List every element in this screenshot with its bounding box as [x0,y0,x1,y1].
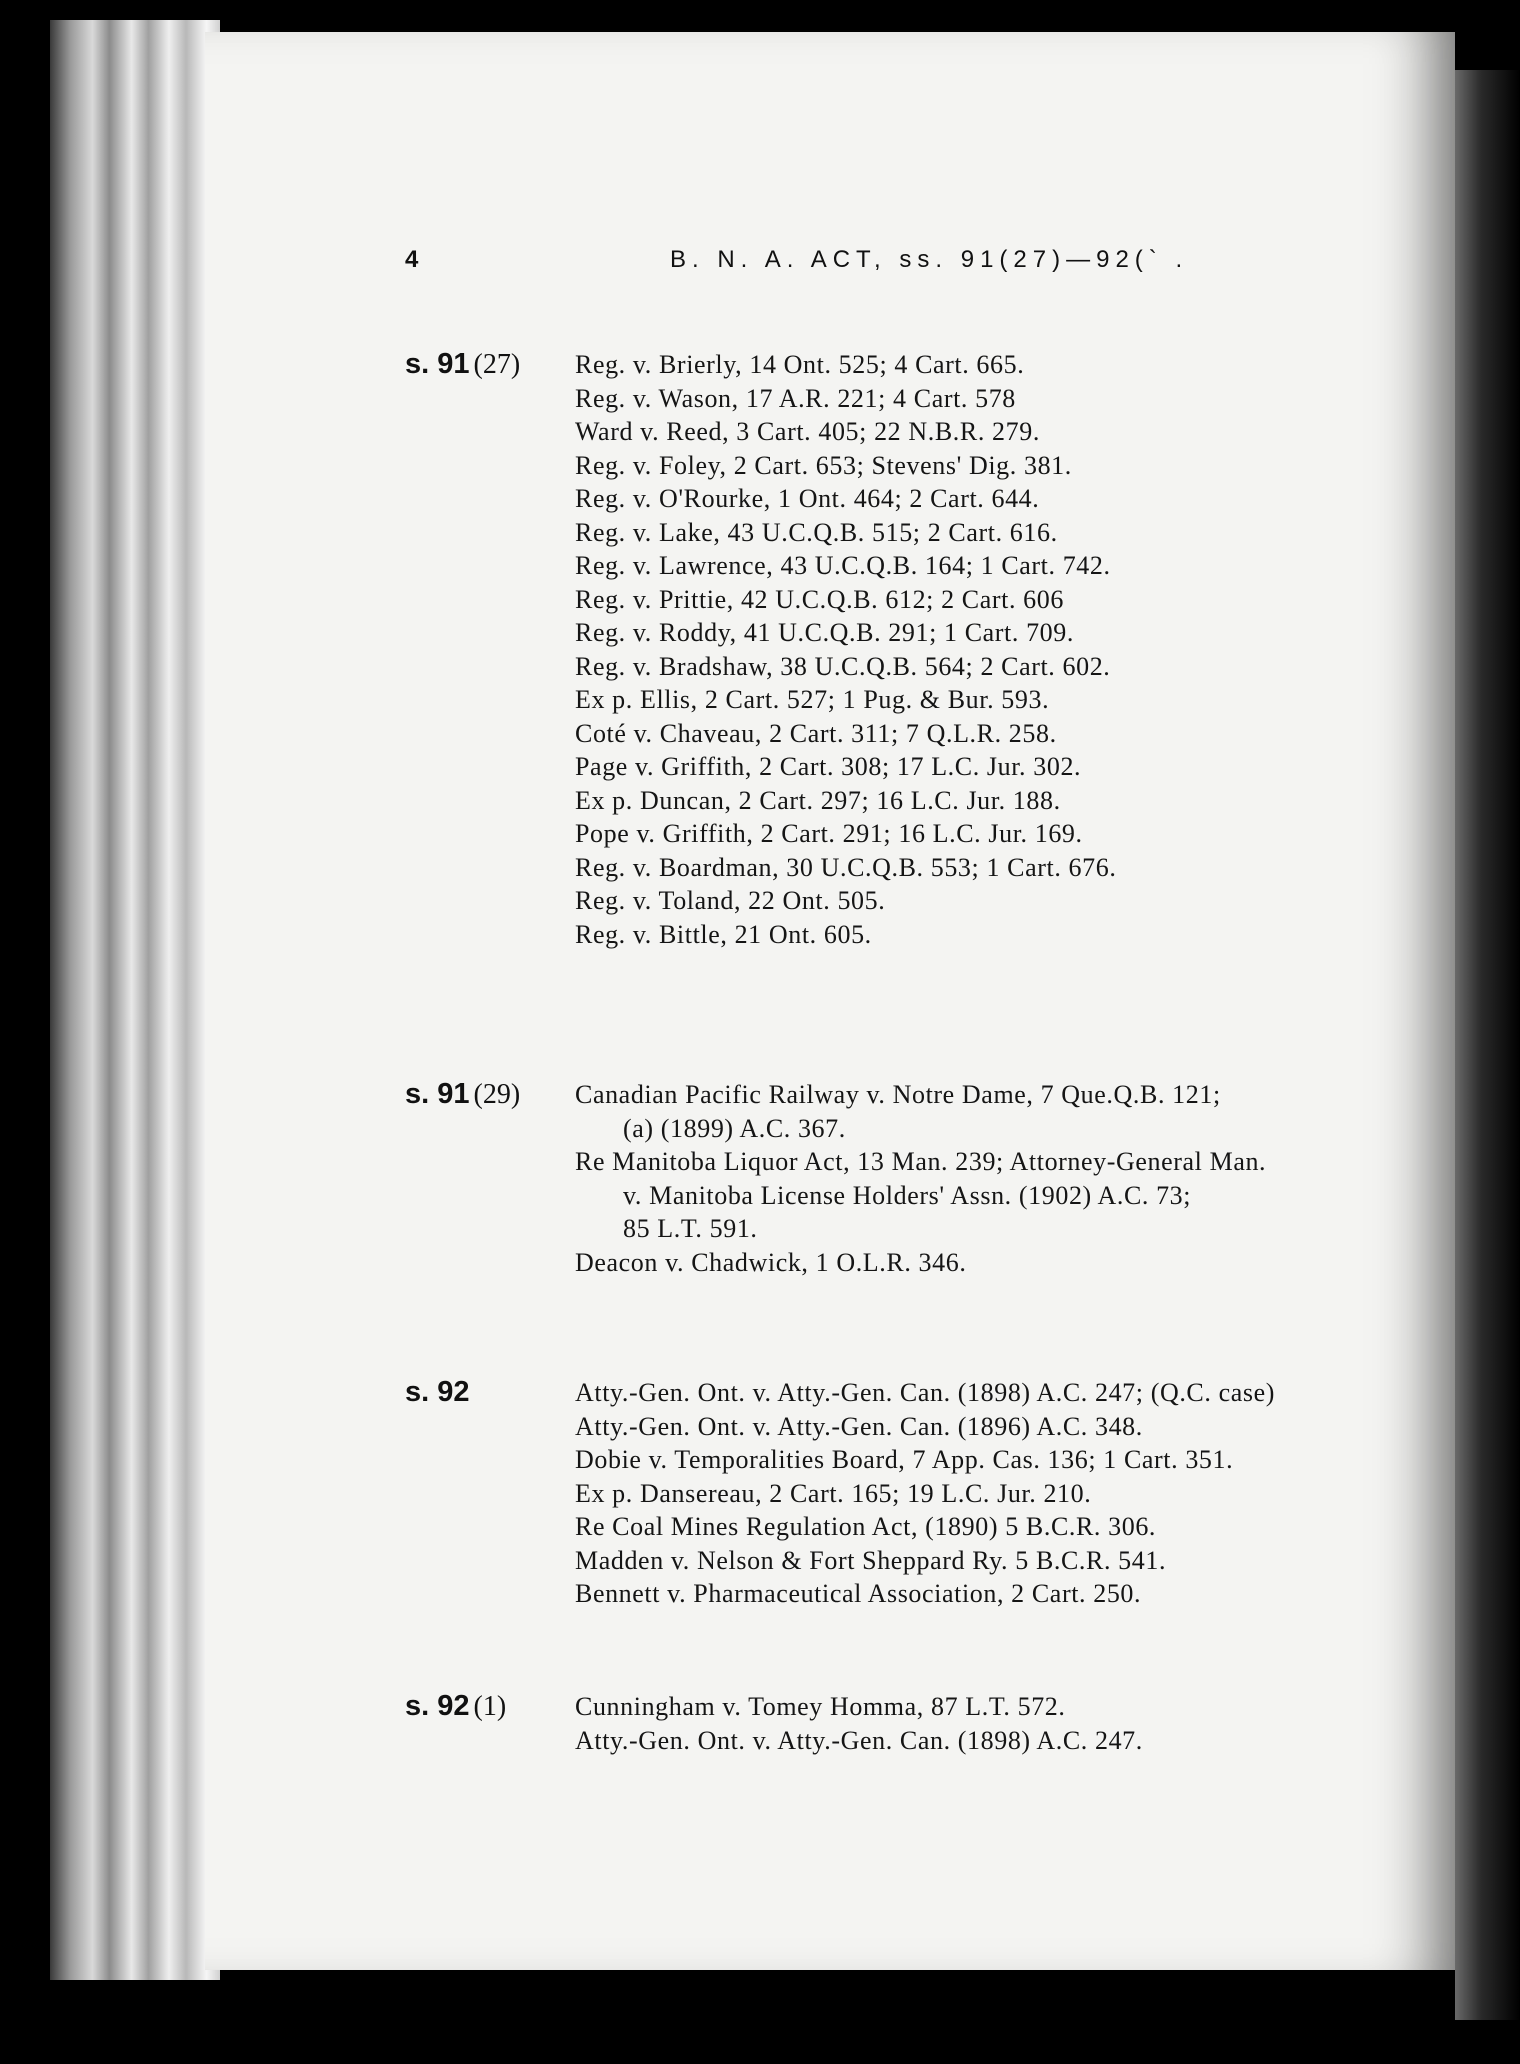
citation-entry: Reg. v. Wason, 17 A.R. 221; 4 Cart. 578 [575,383,1016,413]
citation-continuation: v. Manitoba License Holders' Assn. (1902) A.C. 73; [623,1180,1192,1210]
citation-entry: Madden v. Nelson & Fort Sheppard Ry. 5 B.C.R. 541. [575,1545,1167,1575]
citation-entry: Reg. v. Brierly, 14 Ont. 525; 4 Cart. 665. [575,350,1025,379]
citation-entry: Cunningham v. Tomey Homma, 87 L.T. 572. [575,1692,1066,1721]
section-label [405,1690,506,1723]
citation-entry: Reg. v. Foley, 2 Cart. 653; Stevens' Dig. 381. [575,450,1072,480]
citation-entry: Reg. v. Bittle, 21 Ont. 605. [575,919,872,949]
citation-entry: Ward v. Reed, 3 Cart. 405; 22 N.B.R. 279. [575,417,1040,446]
citation-continuation: (a) (1899) A.C. 367. [623,1113,846,1143]
citation-entry: Reg. v. Boardman, 30 U.C.Q.B. 553; 1 Cart. 676. [575,852,1117,882]
citation-entry: Reg. v. Lake, 43 U.C.Q.B. 515; 2 Cart. 616. [575,517,1058,547]
gutter-shadow [1455,70,1520,2020]
section-label [405,348,520,381]
citation-entry: Atty.-Gen. Ont. v. Atty.-Gen. Can. (1898) A.C. 247; (Q.C. case) [575,1378,1275,1407]
citation-continuation: 85 L.T. 591. [623,1214,758,1243]
citation-entry: Reg. v. Prittie, 42 U.C.Q.B. 612; 2 Cart. 606 [575,584,1064,614]
citation-entry: Re Coal Mines Regulation Act, (1890) 5 B.C.R. 306. [575,1512,1157,1541]
citation-entry: Reg. v. Lawrence, 43 U.C.Q.B. 164; 1 Cart. 742. [575,551,1111,580]
section-subclause: (29) [473,1079,521,1110]
citation-entry: Atty.-Gen. Ont. v. Atty.-Gen. Can. (1896) A.C. 348. [575,1411,1143,1441]
citation-list [575,1690,1405,1757]
page-stack-edge [50,20,220,1980]
citation-entry: Reg. v. Roddy, 41 U.C.Q.B. 291; 1 Cart. 709. [575,618,1074,647]
page-number: 4 [405,246,419,273]
running-head: B. N. A. ACT, ss. 91(27)—92(` . [670,246,1189,273]
citation-entry: Reg. v. Toland, 22 Ont. 505. [575,886,886,915]
citation-entry: Deacon v. Chadwick, 1 O.L.R. 346. [575,1247,967,1277]
citation-entry: Atty.-Gen. Ont. v. Atty.-Gen. Can. (1898) A.C. 247. [575,1725,1143,1755]
citation-entry: Dobie v. Temporalities Board, 7 App. Cas. 136; 1 Cart. 351. [575,1445,1234,1474]
section-number: s. 91 [405,348,470,380]
section-number: s. 92 [405,1690,470,1722]
section-subclause: (1) [473,1691,507,1722]
section-subclause: (27) [473,349,521,380]
citation-entry: Canadian Pacific Railway v. Notre Dame, 7 Que.Q.B. 121; [575,1080,1221,1109]
citation-list [575,348,1405,951]
citation-entry: Bennett v. Pharmaceutical Association, 2 Cart. 250. [575,1579,1142,1608]
section-label [405,1376,474,1409]
citation-entry: Coté v. Chaveau, 2 Cart. 311; 7 Q.L.R. 258. [575,718,1057,748]
citation-entry: Ex p. Ellis, 2 Cart. 527; 1 Pug. & Bur. 593. [575,685,1050,714]
section-number: s. 92 [405,1376,470,1408]
citation-entry: Reg. v. O'Rourke, 1 Ont. 464; 2 Cart. 644. [575,484,1040,513]
citation-entry: Ex p. Duncan, 2 Cart. 297; 16 L.C. Jur. 188. [575,785,1061,815]
citation-list [575,1078,1405,1279]
citation-entry: Ex p. Dansereau, 2 Cart. 165; 19 L.C. Jur. 210. [575,1478,1092,1508]
section-number: s. 91 [405,1078,470,1110]
citation-entry: Reg. v. Bradshaw, 38 U.C.Q.B. 564; 2 Cart. 602. [575,651,1111,681]
section-label [405,1078,520,1111]
citation-list [575,1376,1405,1611]
citation-entry: Page v. Griffith, 2 Cart. 308; 17 L.C. Jur. 302. [575,752,1082,781]
book-page [205,32,1455,1970]
citation-entry: Pope v. Griffith, 2 Cart. 291; 16 L.C. Jur. 169. [575,819,1083,848]
page-header [405,246,1285,286]
citation-entry: Re Manitoba Liquor Act, 13 Man. 239; Attorney-General Man. [575,1147,1267,1176]
